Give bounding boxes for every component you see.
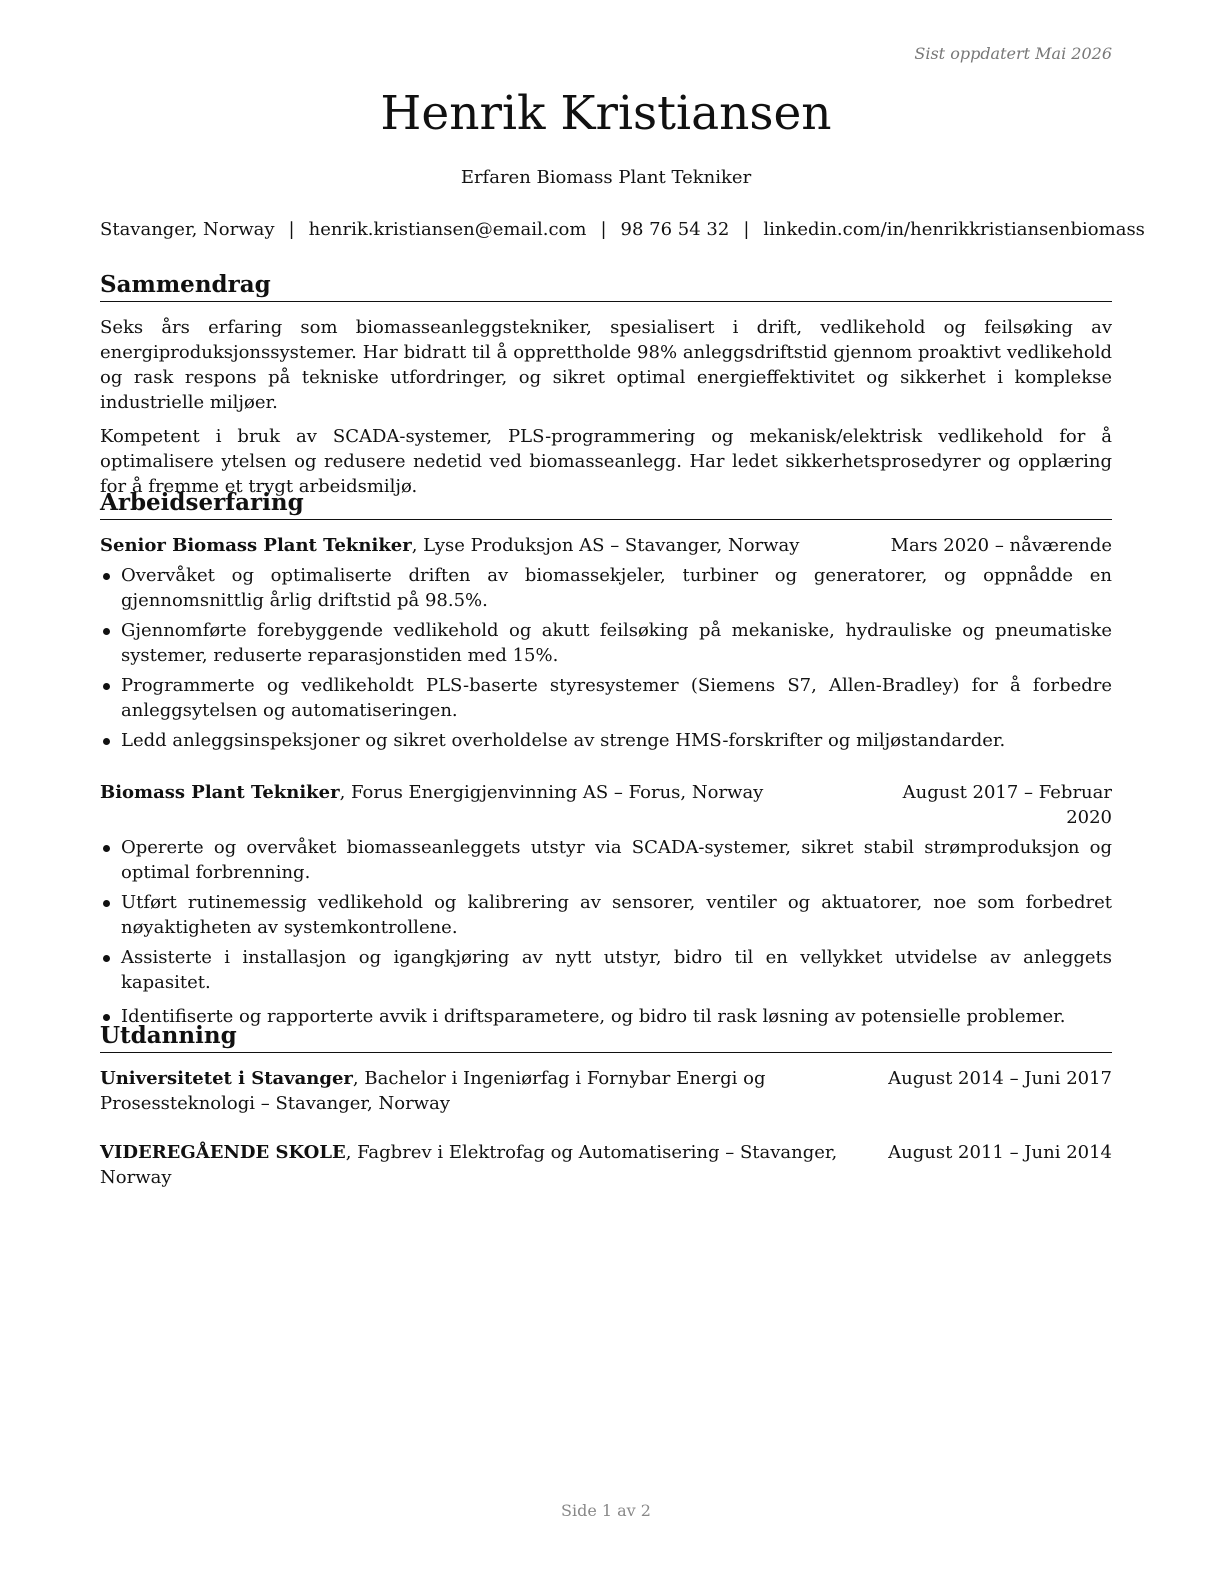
bullet-item: Identifiserte og rapporterte avvik i driftsparametere, og bidro til rask løsning av potensielle problemer.	[100, 1004, 1112, 1029]
bullet-item: Overvåket og optimaliserte driften av biomassekjeler, turbiner og generatorer, og oppnådde en gjennomsnittlig årlig driftstid på 98.5%.	[100, 563, 1112, 613]
page-number: Side 1 av 2	[561, 1501, 651, 1520]
job-header	[100, 533, 1112, 558]
bullet-dot-icon	[103, 738, 110, 745]
contact-location: Stavanger, Norway	[100, 219, 275, 240]
job-bullets	[100, 563, 1112, 753]
education-detail: , Bachelor i Ingeniørfag i Fornybar Energi og Prosessteknologi – Stavanger, Norway	[100, 1068, 766, 1114]
education-school: VIDEREGÅENDE SKOLE	[100, 1142, 346, 1163]
contact-email[interactable]: henrik.kristiansen@email.com	[308, 219, 587, 240]
bullet-item: Opererte og overvåket biomasseanleggets utstyr via SCADA-systemer, sikret stabil strømproduksjon og optimal forbrenning.	[100, 835, 1112, 885]
contact-linkedin[interactable]: linkedin.com/in/henrikkristiansenbiomass	[763, 219, 1145, 240]
education-dates: August 2011 – Juni 2014	[888, 1142, 1112, 1163]
bullet-dot-icon	[103, 955, 110, 962]
experience-section	[100, 488, 1112, 1029]
candidate-name: Henrik Kristiansen	[380, 86, 832, 141]
contact-separator: |	[600, 219, 607, 240]
section-title-experience: Arbeidserfaring	[100, 488, 1112, 520]
education-section	[100, 1021, 1112, 1190]
education-school: Universitetet i Stavanger	[100, 1068, 353, 1089]
last-updated: Sist oppdatert Mai 2026	[914, 44, 1112, 63]
bullet-dot-icon	[103, 845, 110, 852]
bullet-item: Assisterte i installasjon og igangkjøring av nytt utstyr, bidro til en vellykket utvidelse av anleggets kapasitet.	[100, 945, 1112, 995]
bullet-item: Programmerte og vedlikeholdt PLS-baserte styresystemer (Siemens S7, Allen-Bradley) for å forbedre anleggsytelsen og automatiseringen.	[100, 673, 1112, 723]
job-company: , Forus Energigjenvinning AS – Forus, Norway	[339, 782, 764, 803]
bullet-dot-icon	[103, 900, 110, 907]
education-detail: , Fagbrev i Elektrofag og Automatisering – Stavanger, Norway	[100, 1142, 838, 1188]
contact-phone: 98 76 54 32	[620, 219, 730, 240]
bullet-item: Gjennomførte forebyggende vedlikehold og akutt feilsøking på mekaniske, hydrauliske og pneumatiske systemer, reduserte reparasjonstiden med 15%.	[100, 618, 1112, 668]
education-dates: August 2014 – Juni 2017	[888, 1068, 1112, 1089]
bullet-dot-icon	[103, 683, 110, 690]
section-title-summary: Sammendrag	[100, 270, 1112, 302]
headline: Erfaren Biomass Plant Tekniker	[460, 167, 752, 188]
job-role: Biomass Plant Tekniker	[100, 782, 340, 803]
section-title-education: Utdanning	[100, 1021, 1112, 1053]
summary-section	[100, 270, 1112, 499]
bullet-dot-icon	[103, 573, 110, 580]
job-entry	[100, 780, 1112, 1029]
education-entry	[100, 1140, 1112, 1190]
summary-paragraph: Seks års erfaring som biomasseanleggstekniker, spesialisert i drift, vedlikehold og feilsøking av energiproduksjonssystemer. Har bidratt til å opprettholde 98% anleggsdriftstid gjennom proaktivt vedlikehold og rask respons på tekniske utfordringer, og sikret optimal energieffektivitet og sikkerhet i komplekse industrielle miljøer.	[100, 317, 1112, 413]
contact-separator: |	[288, 219, 295, 240]
bullet-dot-icon	[103, 628, 110, 635]
job-bullets	[100, 835, 1112, 1029]
job-company: , Lyse Produksjon AS – Stavanger, Norway	[411, 535, 800, 556]
job-dates: Mars 2020 – nåværende	[890, 535, 1112, 556]
education-entry	[100, 1066, 1112, 1116]
job-header	[100, 780, 1112, 830]
job-entry	[100, 533, 1112, 753]
bullet-dot-icon	[103, 1014, 110, 1021]
job-dates: August 2017 – Februar 2020	[902, 782, 1112, 828]
job-role: Senior Biomass Plant Tekniker	[100, 535, 412, 556]
summary-paragraph: Kompetent i bruk av SCADA-systemer, PLS-programmering og mekanisk/elektrisk vedlikehold for å optimalisere ytelsen og redusere nedetid ved biomasseanlegg. Har ledet sikkerhetsprosedyrer og opplæring for å fremme et trygt arbeidsmiljø.	[100, 426, 1112, 497]
contact-line	[100, 219, 1145, 240]
contact-separator: |	[743, 219, 750, 240]
bullet-item: Ledd anleggsinspeksjoner og sikret overholdelse av strenge HMS-forskrifter og miljøstandarder.	[100, 728, 1112, 753]
resume-page	[100, 0, 1145, 1584]
bullet-item: Utført rutinemessig vedlikehold og kalibrering av sensorer, ventiler og aktuatorer, noe som forbedret nøyaktigheten av systemkontrollene.	[100, 890, 1112, 940]
